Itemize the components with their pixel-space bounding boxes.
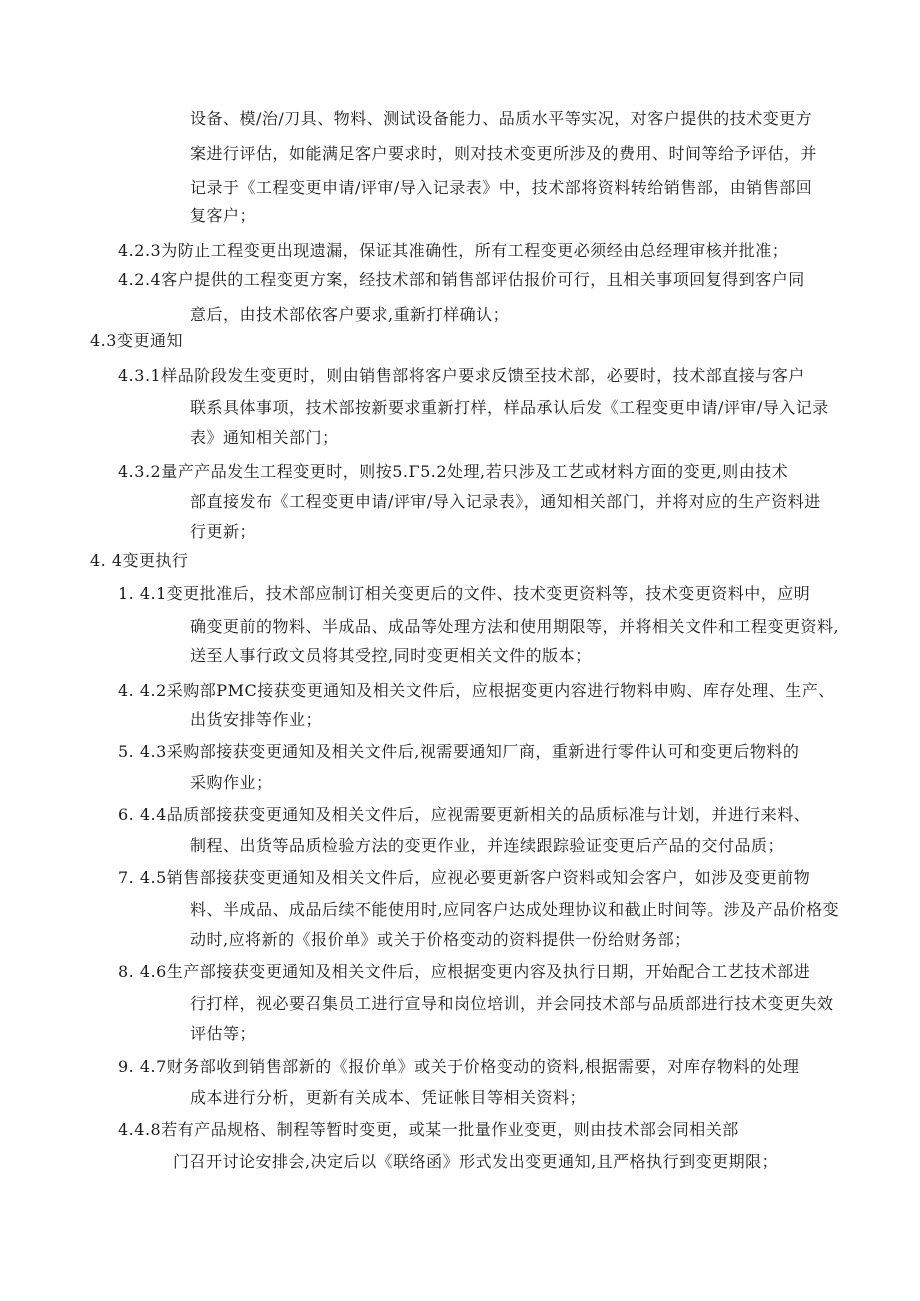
text-line-26: 料、半成品、成品后续不能使用时,应同客户达成处理协议和截止时间等。涉及产品价格变 (190, 900, 840, 919)
text-line-2: 案进行评估，如能满足客户要求时，则对技术变更所涉及的费用、时间等给予评估，并 (190, 144, 818, 163)
text-line-20: 出货安排等作业； (190, 710, 323, 729)
text-line-18: 送至人事行政文员将其受控,同时变更相关文件的版本； (190, 646, 592, 665)
text-line-14: 行更新； (190, 522, 257, 541)
section-heading-4-4: 4. 4变更执行 (90, 551, 189, 570)
text-line-16: 1. 4.1变更批准后，技术部应制订相关变更后的文件、技术变更资料等，技术变更资料中，应明 (118, 584, 811, 603)
text-line-32: 成本进行分析，更新有关成本、凭证帐目等相关资料； (190, 1088, 587, 1107)
text-line-29: 行打样，视必要召集员工进行宣导和岗位培训，并会同技术部与品质部进行技术变更失效 (190, 994, 834, 1013)
text-line-28: 8. 4.6生产部接获变更通知及相关文件后，应根据变更内容及执行日期，开始配合工艺技术部进 (118, 962, 811, 981)
text-line-13: 部直接发布《工程变更申请/评审/导入记录表》，通知相关部门，并将对应的生产资料进 (190, 492, 821, 511)
text-line-31: 9. 4.7财务部收到销售部新的《报价单》或关于价格变动的资料,根据需要，对库存物料的处理 (118, 1057, 800, 1076)
text-line-10: 联系具体事项，技术部按新要求重新打样，样品承认后发《工程变更申请/评审/导入记录 (190, 398, 829, 417)
text-line-34: 门召开讨论安排会,决定后以《联络函》形式发出变更通知,且严格执行到变更期限； (173, 1152, 779, 1171)
text-line-21: 5. 4.3采购部接获变更通知及相关文件后,视需要通知厂商，重新进行零件认可和变更后物料的 (118, 742, 800, 761)
text-line-30: 评估等； (190, 1024, 257, 1043)
text-line-5: 4.2.3为防止工程变更出现遗漏，保证其准确性，所有工程变更必须经由总经理审核并批准； (118, 241, 789, 260)
text-line-25: 7. 4.5销售部接获变更通知及相关文件后，应视必要更新客户资料或知会客户，如涉及变更前物 (118, 868, 811, 887)
text-line-27: 动时,应将新的《报价单》或关于价格变动的资料提供一份给财务部； (190, 930, 691, 949)
text-line-11: 表》通知相关部门； (190, 428, 339, 447)
text-line-9: 4.3.1样品阶段发生变更时，则由销售部将客户要求反馈至技术部，必要时，技术部直接与客户 (118, 366, 805, 385)
text-line-4: 复客户； (190, 206, 257, 225)
text-line-7: 意后，由技术部依客户要求,重新打样确认； (190, 305, 510, 324)
text-line-23: 6. 4.4品质部接获变更通知及相关文件后，应视需要更新相关的品质标准与计划，并进行来料、 (118, 805, 811, 824)
text-line-1: 设备、模/治/刀具、物料、测试设备能力、品质水平等实况，对客户提供的技术变更方 (190, 109, 813, 128)
text-line-24: 制程、出货等品质检验方法的变更作业，并连续跟踪验证变更后产品的交付品质； (190, 836, 785, 855)
text-line-19: 4. 4.2采购部PMC接获变更通知及相关文件后，应根据变更内容进行物料申购、库存处理、生产、 (118, 681, 835, 700)
text-line-3: 记录于《工程变更申请/评审/导入记录表》中，技术部将资料转给销售部，由销售部回 (190, 178, 813, 197)
text-line-12: 4.3.2量产产品发生工程变更时，则按5.Γ5.2处理,若只涉及工艺或材料方面的变更,则由技术 (118, 462, 789, 481)
text-line-17: 确变更前的物料、半成品、成品等处理方法和使用期限等，并将相关文件和工程变更资料, (190, 617, 840, 636)
text-line-6: 4.2.4客户提供的工程变更方案，经技术部和销售部评估报价可行，且相关事项回复得到客户同 (118, 270, 805, 289)
text-line-33: 4.4.8若有产品规格、制程等暂时变更，或某一批量作业变更，则由技术部会同相关部 (118, 1120, 739, 1139)
text-line-22: 采购作业； (190, 773, 273, 792)
section-heading-4-3: 4.3变更通知 (90, 331, 183, 350)
